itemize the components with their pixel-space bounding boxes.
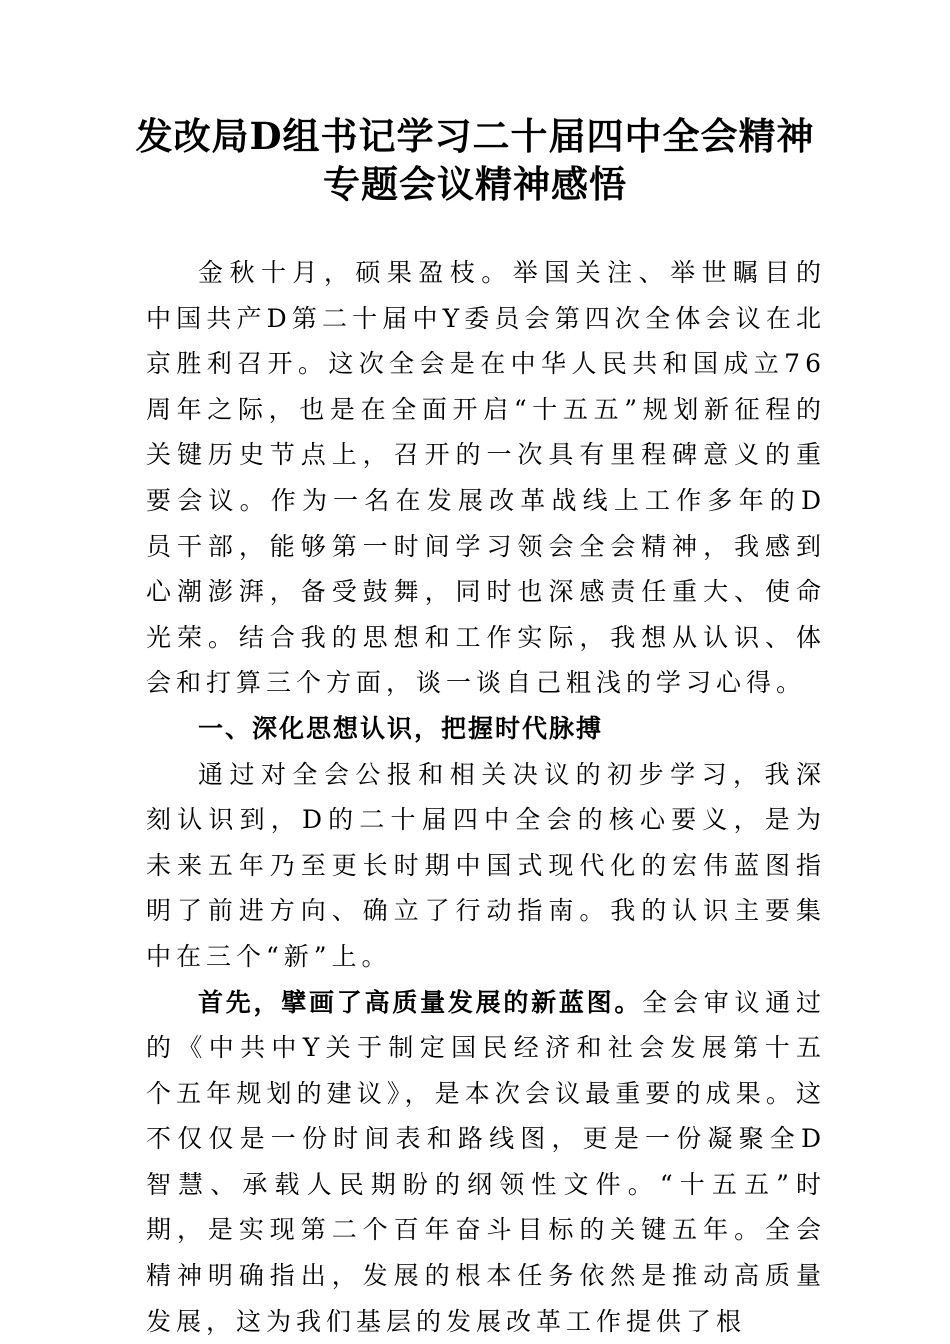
paragraph-intro: 金秋十月，硕果盈枝。举国关注、举世瞩目的中国共产D第二十届中Y委员会第四次全体会议在北京胜利召开。这次全会是在中华人民共和国成立76周年之际，也是在全面开启“十五五”规划新征程的关键历史节点上，召开的一次具有里程碑意义的重要会议。作为一名在发展改革战线上工作多年的D员干部，能够第一时间学习领会全会精神，我感到心潮澎湃，备受鼓舞，同时也深感责任重大、使命光荣。结合我的思想和工作实际，我想从认识、体会和打算三个方面，谈一谈自己粗浅的学习心得。 [146, 258, 826, 698]
document-title-line-2: 专题会议精神感悟 [323, 162, 627, 206]
paragraph-first-point [146, 980, 826, 1344]
section-heading-1: 一、深化思想认识，把握时代脉搏 [198, 713, 604, 743]
paragraph-understanding: 通过对全会公报和相关决议的初步学习，我深刻认识到，D的二十届四中全会的核心要义，是为未来五年乃至更长时期中国式现代化的宏伟蓝图指明了前进方向、确立了行动指南。我的认识主要集中在三个“新”上。 [146, 759, 826, 971]
paragraph-first-point-text: 全会审议通过的《中共中Y关于制定国民经济和社会发展第十五个五年规划的建议》，是本次会议最重要的成果。这不仅仅是一份时间表和路线图，更是一份凝聚全D智慧、承载人民期盼的纲领性文件。“十五五”时期，是实现第二个百年奋斗目标的关键五年。全会精神明确指出，发展的根本任务依然是推动高质量发展，这为我们基层的发展改革工作提供了根 [146, 987, 826, 1336]
paragraph-lead-sentence: 首先，擘画了高质量发展的新蓝图。 [198, 987, 643, 1017]
document-title-line-1: 发改局D组书记学习二十届四中全会精神 [135, 114, 815, 158]
document-body [146, 250, 826, 1344]
